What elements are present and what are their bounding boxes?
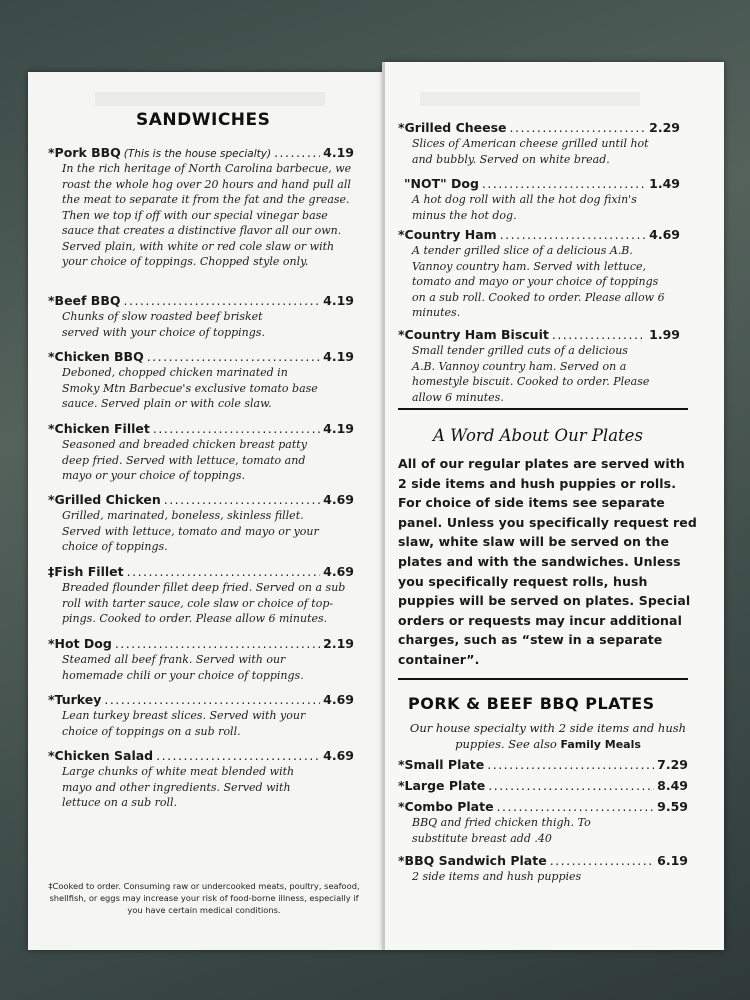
menu-item-grilled-cheese [398,120,680,167]
menu-item-combo-plate [398,799,688,846]
item-name: *Chicken Salad [48,748,154,763]
menu-item-grilled-chicken [48,492,354,555]
menu-item-small-plate [398,757,688,772]
item-price: 4.69 [323,692,354,707]
item-price: 9.59 [657,799,688,814]
item-price: 4.69 [323,564,354,579]
item-price: 4.69 [323,748,354,763]
item-name: *Combo Plate [398,799,494,814]
leader-dots [156,748,320,763]
item-description: Lean turkey breast slices. Served with your choice of toppings on a sub roll. [62,709,306,738]
menu-item-not-dog [398,176,680,223]
item-description: Grilled, marinated, boneless, skinless fillet. Served with lettuce, tomato and mayo or your choice of toppings. [62,509,319,553]
bleed-through-shadow [95,92,325,106]
menu-item-beef-bbq [48,293,354,340]
item-name: *Hot Dog [48,636,112,651]
plates-word-body: All of our regular plates are served with 2 side items and hush puppies or rolls. For choice of side items see separate panel. Unless you specifically request red slaw, white slaw will be served on the plates and with the sandwiches. Unless you specifically request rolls, hush puppies will be served on plates. Special orders or requests may incur additional charges, such as “stew in a separate container”. [398,456,697,667]
item-name: *Chicken Fillet [48,421,150,436]
leader-dots [487,757,654,772]
menu-item-country-ham [398,227,680,321]
leader-dots [127,564,321,579]
item-price: 4.19 [323,421,354,436]
item-price: 4.19 [323,349,354,364]
item-price: 1.99 [649,327,680,342]
bbq-plates-heading: PORK & BEEF BBQ PLATES [408,694,655,713]
item-name: *Country Ham Biscuit [398,327,549,342]
item-description: A tender grilled slice of a delicious A.B. Vannoy country ham. Served with lettuce, tomato and mayo or your choice of toppings on a sub roll. Cooked to order. Please allow 6 minutes. [412,244,665,319]
sandwiches-heading: SANDWICHES [136,110,271,130]
item-price: 6.19 [657,853,688,868]
leader-dots [274,145,320,160]
item-description: Steamed all beef frank. Served with our homemade chili or your choice of toppings. [62,653,304,682]
leader-dots [104,692,320,707]
leader-dots [552,327,646,342]
item-price: 8.49 [657,778,688,793]
item-name: *Small Plate [398,757,485,772]
item-name: *Country Ham [398,227,497,242]
item-name: *Beef BBQ [48,293,121,308]
leader-dots [497,799,655,814]
leader-dots [147,349,320,364]
leader-dots [164,492,320,507]
divider [398,678,688,680]
item-name: *Turkey [48,692,102,707]
item-price: 4.69 [649,227,680,242]
item-price: 2.29 [649,120,680,135]
item-name: "NOT" Dog [404,176,479,191]
menu-fold [382,62,385,950]
menu-item-country-ham-biscuit [398,327,680,405]
item-name: *Grilled Cheese [398,120,507,135]
leader-dots [488,778,654,793]
item-description: Chunks of slow roasted beef brisket served with your choice of toppings. [62,310,265,339]
item-price: 2.19 [323,636,354,651]
item-price: 7.29 [657,757,688,772]
bleed-through-shadow [420,92,640,106]
menu-item-fish-fillet [48,564,354,627]
leader-dots [153,421,320,436]
item-name: *Grilled Chicken [48,492,161,507]
bbq-plates-intro [398,720,698,753]
item-description: Small tender grilled cuts of a delicious A.B. Vannoy country ham. Served on a homestyle biscuit. Cooked to order. Please allow 6 minutes. [412,344,650,404]
leader-dots [550,853,654,868]
item-name: *Large Plate [398,778,486,793]
plates-word-heading: A Word About Our Plates [433,426,643,445]
leader-dots [510,120,647,135]
item-price: 1.49 [649,176,680,191]
leader-dots [115,636,320,651]
item-price: 4.19 [323,145,354,160]
item-name: *BBQ Sandwich Plate [398,853,547,868]
item-description: In the rich heritage of North Carolina barbecue, we roast the whole hog over 20 hours and hand pull all the meat to separate it from the fat and the grease. Then we top if off with our special vinegar base sauce that creates a distinctive flavor all our own. Served plain, with white or red cole slaw or with your choice of toppings. Chopped style only. [62,162,352,268]
item-note: (This is the house specialty) [123,148,272,160]
item-description: Deboned, chopped chicken marinated in Smoky Mtn Barbecue's exclusive tomato base sauce. Served plain or with cole slaw. [62,366,318,410]
item-name: ‡Fish Fillet [48,564,124,579]
item-description: Large chunks of white meat blended with mayo and other ingredients. Served with lettuce on a sub roll. [62,765,295,809]
leader-dots [500,227,646,242]
item-price: 4.69 [323,492,354,507]
food-safety-footnote: ‡Cooked to order. Consuming raw or undercooked meats, poultry, seafood, shellfish, or eggs may increase your risk of food-borne illness, especially if you have certain medical conditions. [48,881,360,915]
menu-item-large-plate [398,778,688,793]
leader-dots [124,293,321,308]
item-name: *Pork BBQ [48,145,121,160]
menu-item-bbq-sandwich-plate [398,853,688,885]
divider [398,408,688,410]
menu-item-turkey [48,692,354,739]
item-description: A hot dog roll with all the hot dog fixin's minus the hot dog. [412,193,637,222]
menu-item-chicken-salad [48,748,354,811]
intro-family-meals: Family Meals [560,738,641,751]
item-description: Seasoned and breaded chicken breast patty deep fried. Served with lettuce, tomato and mayo or your choice of toppings. [62,438,307,482]
intro-text: Our house specialty with 2 side items and hush puppies. See also [409,721,687,751]
item-description: BBQ and fried chicken thigh. To substitute breast add .40 [412,816,591,845]
item-description: Breaded flounder fillet deep fried. Served on a sub roll with tarter sauce, cole slaw or choice of top-pings. Cooked to order. Please allow 6 minutes. [62,581,346,625]
item-name: *Chicken BBQ [48,349,144,364]
menu-item-chicken-fillet [48,421,354,484]
menu-item-hot-dog [48,636,354,683]
menu-item-chicken-bbq [48,349,354,412]
menu-item-pork-bbq [48,145,354,270]
item-price: 4.19 [323,293,354,308]
leader-dots [482,176,646,191]
item-description: 2 side items and hush puppies [412,870,582,883]
item-description: Slices of American cheese grilled until hot and bubbly. Served on white bread. [412,137,649,166]
